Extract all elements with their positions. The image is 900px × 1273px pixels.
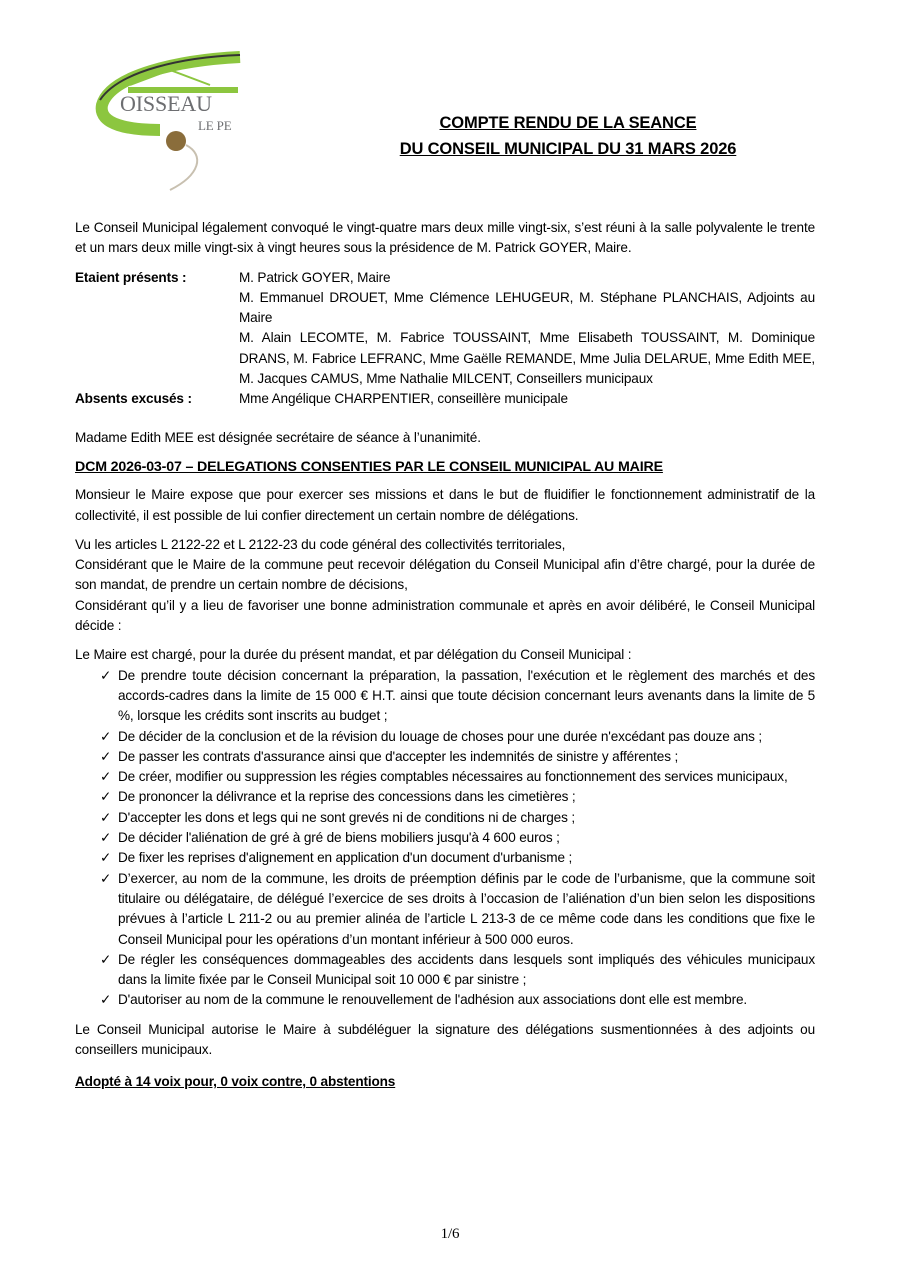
delegation-item <box>75 848 815 868</box>
delegation-item <box>75 666 815 727</box>
subdelegation-paragraph: Le Conseil Municipal autorise le Maire à subdéléguer la signature des délégations susmentionnées à des adjoints ou conseillers municipaux. <box>75 1021 815 1057</box>
present-maire: M. Patrick GOYER, Maire <box>239 269 391 285</box>
intro-paragraph: Le Conseil Municipal légalement convoqué le vingt-quatre mars deux mille vingt-six, s’est réuni à la salle polyvalente le trente et un mars deux mille vingt-six à vingt heures sous la présidence de M. Patrick GOYER, Maire. <box>75 220 815 256</box>
present-label: Etaient présents : <box>75 269 187 285</box>
checkmark-icon: ✓ <box>100 667 112 683</box>
delegation-item <box>75 787 815 807</box>
svg-text:OISSEAU: OISSEAU <box>120 91 212 116</box>
delegation-text: De fixer les reprises d'alignement en application d'un document d'urbanisme ; <box>118 850 573 866</box>
section-heading: DCM 2026-03-07 – DELEGATIONS CONSENTIES PAR LE CONSEIL MUNICIPAL AU MAIRE <box>75 458 663 475</box>
checkmark-icon: ✓ <box>100 992 112 1008</box>
considerant: Considérant qu’il y a lieu de favoriser une bonne administration communale et après en avoir délibéré, le Conseil Municipal décide : <box>75 597 815 634</box>
delegation-item <box>75 767 815 787</box>
checkmark-icon: ✓ <box>100 789 112 805</box>
svg-text:LE PE: LE PE <box>198 118 232 133</box>
checkmark-icon: ✓ <box>100 809 112 825</box>
delegation-text: D'accepter les dons et legs qui ne sont grevés ni de conditions ni de charges ; <box>118 809 575 825</box>
delegation-item <box>75 727 815 747</box>
delegation-text: De décider l'aliénation de gré à gré de biens mobiliers jusqu'à 4 600 euros ; <box>118 830 560 846</box>
delegation-item <box>75 990 815 1010</box>
delegation-item <box>75 869 815 950</box>
checkmark-icon: ✓ <box>100 830 112 846</box>
delegation-text: D’exercer, au nom de la commune, les droits de préemption définis par le code de l’urbanisme, que la commune soit titulaire ou délégataire, de délégué l’exercice de ses droits à l’occasion de l’aliénation d’un bien selon les dispositions prévues à l’article L 211-2 ou au premier alinéa de l’article L 213-3 de ce même code dans les conditions que fixe le Conseil Municipal pour les opérations d’un montant inférieur à 500 000 euros. <box>118 870 815 947</box>
list-intro: Le Maire est chargé, pour la durée du présent mandat, et par délégation du Conseil Municipal : <box>75 647 632 663</box>
checkmark-icon: ✓ <box>100 748 112 764</box>
attendance <box>75 268 815 410</box>
delegation-text: De passer les contrats d'assurance ainsi que d'accepter les indemnités de sinistre y afférentes ; <box>118 748 679 764</box>
checkmark-icon: ✓ <box>100 870 112 886</box>
delegation-item <box>75 950 815 991</box>
document-body <box>75 218 815 1102</box>
title-line-2: DU CONSEIL MUNICIPAL DU 31 MARS 2026 <box>399 140 737 158</box>
checkmark-icon: ✓ <box>100 728 112 744</box>
considerant: Vu les articles L 2122-22 et L 2122-23 du code général des collectivités territoriales, <box>75 536 566 552</box>
secretary-paragraph: Madame Edith MEE est désignée secrétaire de séance à l’unanimité. <box>75 429 481 445</box>
delegation-text: De prendre toute décision concernant la préparation, la passation, l'exécution et le règlement des marchés et des accords-cadres dans la limite de 15 000 € H.T. ainsi que toute décision concernant leurs avenants dans la limite de 5 %, lorsque les crédits sont inscrits au budget ; <box>118 667 815 724</box>
title-line-1: COMPTE RENDU DE LA SEANCE <box>439 114 697 132</box>
page-number: 1/6 <box>440 1226 460 1242</box>
vote-result: Adopté à 14 voix pour, 0 voix contre, 0 abstentions <box>75 1074 396 1090</box>
commune-logo <box>90 45 270 195</box>
document-title <box>360 110 776 162</box>
delegation-item <box>75 828 815 848</box>
delegation-text: De créer, modifier ou suppression les régies comptables nécessaires au fonctionnement des services municipaux, <box>118 769 788 785</box>
present-conseillers: M. Alain LECOMTE, M. Fabrice TOUSSAINT, Mme Elisabeth TOUSSAINT, M. Dominique DRANS, M. Fabrice LEFRANC, Mme Gaëlle REMANDE, Mme Julia DELARUE, Mme Edith MEE, M. Jacques CAMUS, Mme Nathalie MILCENT, Conseillers municipaux <box>239 330 815 387</box>
checkmark-icon: ✓ <box>100 951 112 967</box>
checkmark-icon: ✓ <box>100 850 112 866</box>
delegation-text: D'autoriser au nom de la commune le renouvellement de l'adhésion aux associations dont elle est membre. <box>118 992 747 1008</box>
delegation-item <box>75 747 815 767</box>
absent-label: Absents excusés : <box>75 391 192 407</box>
expose-paragraph: Monsieur le Maire expose que pour exercer ses missions et dans le but de fluidifier le fonctionnement administratif de la collectivité, il est possible de lui confier directement un certain nombre de délégations. <box>75 487 815 523</box>
delegation-text: De régler les conséquences dommageables des accidents dans lesquels sont impliqués des véhicules municipaux dans la limite fixée par le Conseil Municipal soit 10 000 € par sinistre ; <box>118 951 815 988</box>
absent-list: Mme Angélique CHARPENTIER, conseillère municipale <box>239 391 568 407</box>
delegation-text: De décider de la conclusion et de la révision du louage de choses pour une durée n'excédant pas douze ans ; <box>118 728 763 744</box>
delegation-text: De prononcer la délivrance et la reprise des concessions dans les cimetières ; <box>118 789 576 805</box>
delegation-item <box>75 808 815 828</box>
present-adjoints: M. Emmanuel DROUET, Mme Clémence LEHUGEUR, M. Stéphane PLANCHAIS, Adjoints au Maire <box>239 289 815 326</box>
considerant: Considérant que le Maire de la commune peut recevoir délégation du Conseil Municipal afin d’être chargé, pour la durée de son mandat, de prendre un certain nombre de décisions, <box>75 557 815 593</box>
checkmark-icon: ✓ <box>100 769 112 785</box>
considerants <box>75 535 815 636</box>
delegation-list <box>75 666 815 1011</box>
